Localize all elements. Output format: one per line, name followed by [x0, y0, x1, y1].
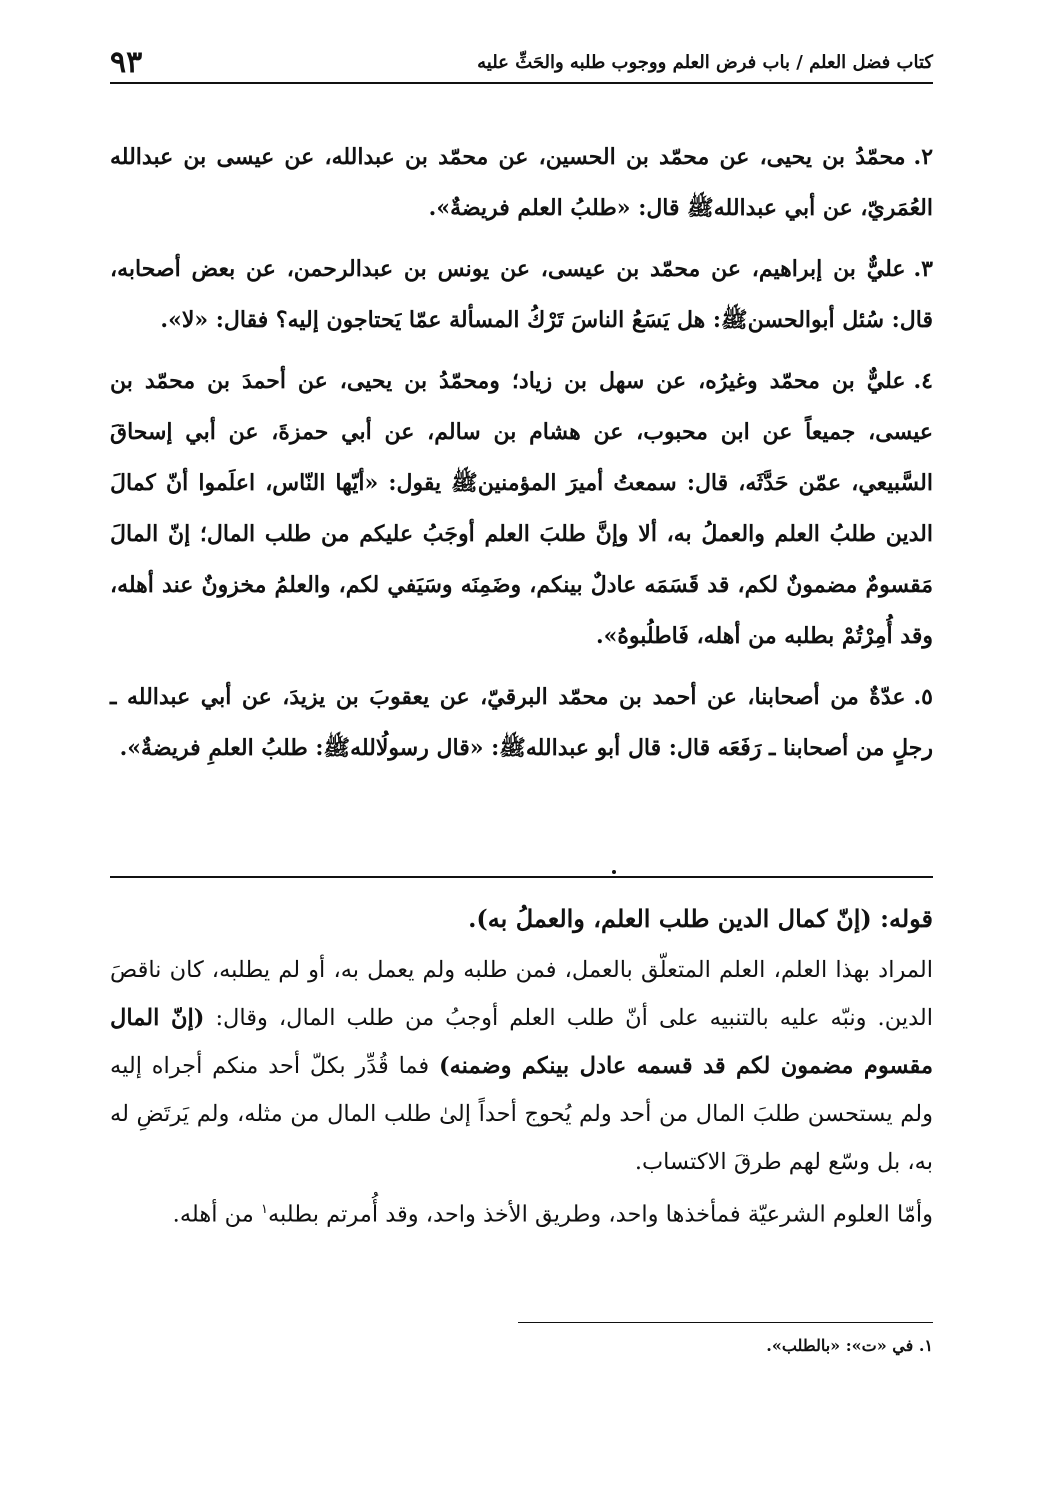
- divider-dot: [612, 870, 616, 874]
- commentary-text: وأمّا العلوم الشرعيّة فمأخذها واحد، وطريق الأخذ واحد، وقد أُمرتم بطلبه: [267, 1201, 933, 1228]
- hadith-section: [110, 132, 933, 784]
- hadith-number: ٢.: [913, 144, 934, 170]
- section-divider: [110, 876, 933, 878]
- page-header: [110, 42, 933, 84]
- commentary-section: [110, 894, 933, 1239]
- footnote: ١. في «ت»: «بالطلب».: [766, 1336, 933, 1355]
- hadith-number: ٣.: [913, 256, 933, 282]
- commentary-text: من أهله.: [172, 1201, 254, 1228]
- commentary-text: المراد بهذا العلم، العلم المتعلّق بالعمل، فمن طلبه ولم يعمل به، أو لم يطلبه، كان ناقصَ الدين. ونبّه عليه بالتنبيه على أنّ طلب العلم أوجبُ من طلب المال، وقال:: [110, 957, 934, 1031]
- footnote-marker[interactable]: ١: [260, 1202, 268, 1217]
- commentary-quote: (إنّ المال مقسوم مضمون لكم قد قسمه عادل بينكم وضمنه): [110, 1005, 933, 1079]
- hadith-4: [110, 356, 933, 662]
- commentary-heading: قوله: (إنّ كمال الدين طلب العلم، والعملُ به).: [468, 904, 933, 933]
- hadith-text: محمّدُ بن يحيى، عن محمّد بن الحسين، عن محمّد بن عبدالله، عن عيسى بن عبدالله العُمَريّ، عن أبي عبداللهﷺ قال: «طلبُ العلم فريضةٌ».: [110, 144, 933, 221]
- page-number: ٩٣: [110, 44, 143, 80]
- hadith-text: عليٌّ بن محمّد وغيرُه، عن سهل بن زياد؛ ومحمّدُ بن يحيى، عن أحمدَ بن محمّد بن عيسى، جميعاً عن ابن محبوب، عن هشام بن سالم، عن أبي حمزةَ، عن أبي إسحاقَ السَّبيعي، عمّن حَدَّثَه، قال: سمعتُ أميرَ المؤمنينﷺ يقول: «أيّها النّاس، اعلَموا أنّ كمالَ الدين طلبُ العلم والعملُ به، ألا وإنَّ طلبَ العلم أوجَبُ عليكم من طلب المال؛ إنّ المالَ مَقسومٌ مضمونٌ لكم، قد قَسَمَه عادلٌ بينكم، وضَمِنَه وسَيَفي لكم، والعلمُ مخزونٌ عند أهله، وقد أُمِرْتُمْ بطلبه من أهله، فَاطلُبوهُ».: [110, 368, 933, 649]
- hadith-text: عدّةٌ من أصحابنا، عن أحمد بن محمّد البرقيّ، عن يعقوبَ بن يزيدَ، عن أبي عبدالله ـ رجلٍ من أصحابنا ـ رَفَعَه قال: قال أبو عبداللهﷺ: «قال رسولُاللهﷺ: طلبُ العلمِ فريضةٌ».: [110, 684, 933, 761]
- hadith-number: ٥.: [913, 684, 933, 710]
- hadith-5: [110, 672, 933, 774]
- hadith-3: [110, 244, 933, 346]
- commentary-paragraph-1: [110, 946, 933, 1186]
- commentary-paragraph-2: [110, 1186, 933, 1239]
- hadith-2: [110, 132, 933, 234]
- hadith-text: عليٌّ بن إبراهيم، عن محمّد بن عيسى، عن يونس بن عبدالرحمن، عن بعض أصحابه، قال: سُئل أبوالحسنﷺ: هل يَسَعُ الناسَ تَرْكُ المسألة عمّا يَحتاجون إليه؟ فقال: «لا».: [110, 256, 933, 333]
- running-title: كتاب فضل العلم / باب فرض العلم ووجوب طلبه والحَثِّ عليه: [477, 51, 933, 73]
- footnote-divider: [518, 1322, 933, 1323]
- hadith-number: ٤.: [913, 368, 933, 394]
- commentary-text: فما قُدِّر بكلّ أحد منكم أجراه إليه ولم يستحسن طلبَ المال من أحد ولم يُحوج أحداً إلىٰ طلب المال من مثله، ولم يَرتَضِ له به، بل وسّع لهم طرقَ الاكتساب.: [110, 1053, 933, 1175]
